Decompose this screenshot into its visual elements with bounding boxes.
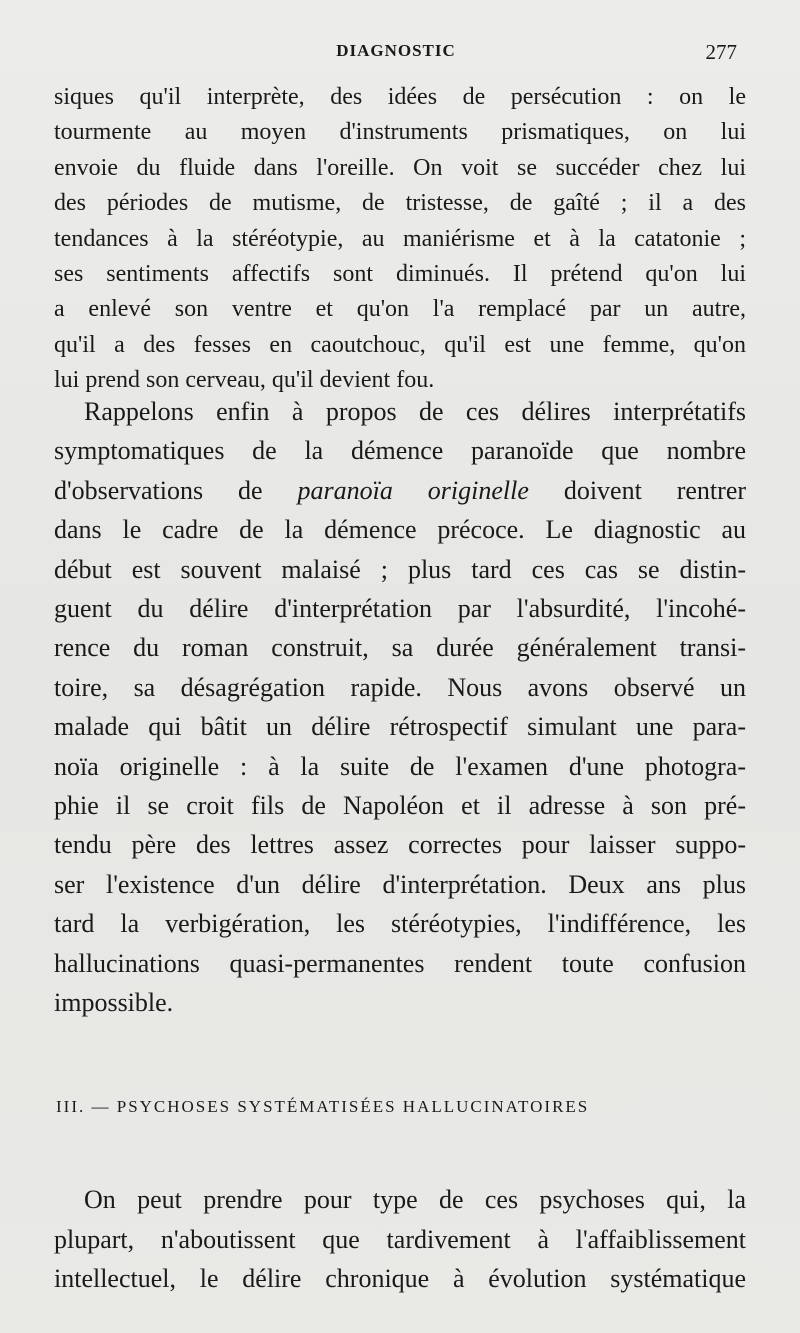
text-line: hallucinations quasi-permanentes rendent toute confusion bbox=[54, 948, 746, 978]
paragraph-paranoia bbox=[54, 392, 746, 1023]
text-segment: doivent rentrer bbox=[528, 475, 747, 505]
text-line: toire, sa désagrégation rapide. Nous avons observé un bbox=[54, 672, 746, 702]
text-line: envoie du fluide dans l'oreille. On voit se succéder chez lui bbox=[54, 154, 746, 181]
text-line: phie il se croit fils de Napoléon et il adresse à son pré- bbox=[54, 791, 746, 821]
paragraph-section-intro bbox=[54, 1180, 746, 1299]
text-line-with-italic bbox=[54, 471, 746, 510]
text-line: rence du roman construit, sa durée généralement transi- bbox=[54, 633, 746, 663]
text-line: plupart, n'aboutissent que tardivement à l'affaiblissement bbox=[54, 1224, 746, 1254]
text-line: a enlevé son ventre et qu'on l'a remplacé par un autre, bbox=[54, 296, 746, 323]
italic-term: paranoïa originelle bbox=[297, 475, 529, 505]
text-line: tendu père des lettres assez correctes pour laisser suppo- bbox=[54, 830, 746, 860]
running-title: DIAGNOSTIC bbox=[336, 41, 456, 60]
text-line: des périodes de mutisme, de tristesse, de gaîté ; il a des bbox=[54, 190, 746, 217]
text-line: symptomatiques de la démence paranoïde que nombre bbox=[54, 436, 746, 466]
text-line: qu'il a des fesses en caoutchouc, qu'il est une femme, qu'on bbox=[54, 331, 746, 358]
text-line: siques qu'il interprète, des idées de persécution : on le bbox=[54, 84, 746, 110]
text-line: début est souvent malaisé ; plus tard ces cas se distin- bbox=[54, 554, 746, 584]
text-line: lui prend son cerveau, qu'il devient fou. bbox=[54, 367, 435, 394]
text-line: tourmente au moyen d'instruments prismatiques, on lui bbox=[54, 119, 746, 146]
text-line: Rappelons enfin à propos de ces délires interprétatifs bbox=[84, 397, 746, 426]
text-line: intellectuel, le délire chronique à évolution systématique bbox=[54, 1264, 746, 1294]
running-head bbox=[55, 38, 737, 68]
text-line: tendances à la stéréotypie, au maniérisme et à la catatonie ; bbox=[54, 225, 746, 252]
text-line: ses sentiments affectifs sont diminués. Il prétend qu'on lui bbox=[54, 261, 746, 288]
paragraph-continuation bbox=[54, 80, 746, 399]
text-segment: d'observations de bbox=[54, 475, 298, 505]
text-line: tard la verbigération, les stéréotypies, l'indifférence, les bbox=[54, 909, 746, 939]
text-line: ser l'existence d'un délire d'interprétation. Deux ans plus bbox=[54, 869, 746, 899]
section-heading: III. — PSYCHOSES SYSTÉMATISÉES HALLUCINATOIRES bbox=[56, 1097, 590, 1116]
page-number: 277 bbox=[705, 40, 737, 64]
text-line: malade qui bâtit un délire rétrospectif simulant une para- bbox=[54, 712, 746, 742]
text-line: dans le cadre de la démence précoce. Le diagnostic au bbox=[54, 515, 746, 545]
text-line: impossible. bbox=[54, 988, 174, 1018]
text-line: guent du délire d'interprétation par l'absurdité, l'incohé- bbox=[54, 594, 746, 624]
text-line: noïa originelle : à la suite de l'examen d'une photogra- bbox=[54, 751, 746, 781]
text-line: On peut prendre pour type de ces psychoses qui, la bbox=[84, 1185, 746, 1214]
